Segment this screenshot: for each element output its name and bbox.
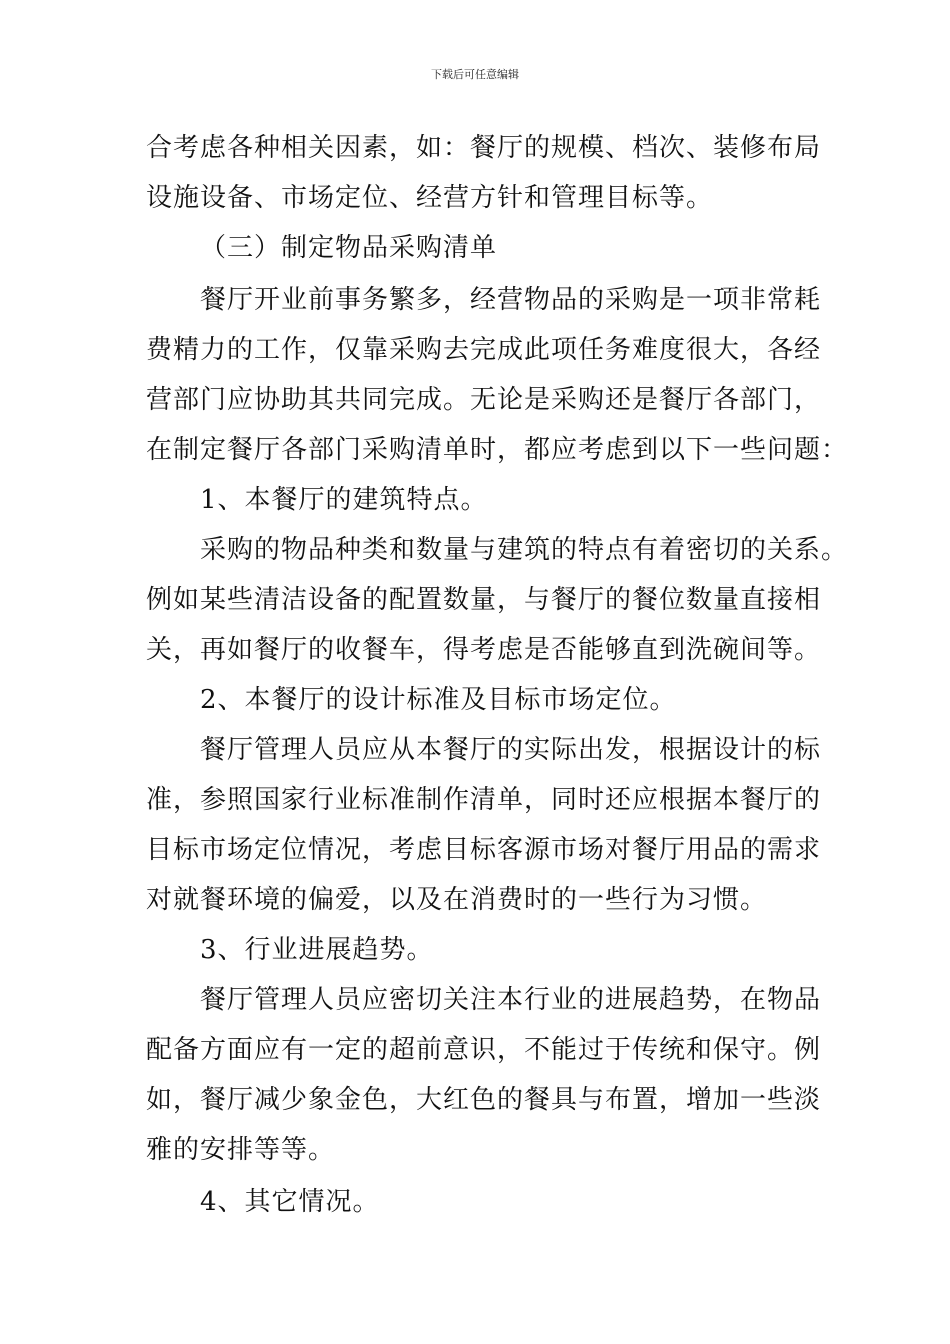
paragraph-line: 采购的物品种类和数量与建筑的特点有着密切的关系。 xyxy=(200,535,849,565)
list-item-heading: 2、本餐厅的设计标准及目标市场定位。 xyxy=(200,685,677,715)
paragraph-line: 餐厅开业前事务繁多，经营物品的采购是一项非常耗 xyxy=(200,285,822,315)
list-item-heading: 1、本餐厅的建筑特点。 xyxy=(200,485,488,515)
paragraph-line: 如，餐厅减少象金色，大红色的餐具与布置，增加一些淡 xyxy=(146,1085,822,1115)
section-heading: （三）制定物品采购清单 xyxy=(200,233,498,263)
paragraph-line: 餐厅管理人员应密切关注本行业的进展趋势，在物品 xyxy=(200,985,822,1015)
paragraph-line: 费精力的工作，仅靠采购去完成此项任务难度很大，各经 xyxy=(146,335,822,365)
paragraph-line: 营部门应协助其共同完成。无论是采购还是餐厅各部门， xyxy=(146,385,822,415)
paragraph-line: 配备方面应有一定的超前意识，不能过于传统和保守。例 xyxy=(146,1035,822,1065)
paragraph-line: 设施设备、市场定位、经营方针和管理目标等。 xyxy=(146,183,714,213)
paragraph-line: 准，参照国家行业标准制作清单，同时还应根据本餐厅的 xyxy=(146,785,822,815)
paragraph-line: 在制定餐厅各部门采购清单时，都应考虑到以下一些问题： xyxy=(146,435,849,465)
paragraph-line: 例如某些清洁设备的配置数量，与餐厅的餐位数量直接相 xyxy=(146,585,822,615)
list-item-heading: 3、行业进展趋势。 xyxy=(200,935,434,965)
paragraph-line: 关，再如餐厅的收餐车，得考虑是否能够直到洗碗间等。 xyxy=(146,635,822,665)
paragraph-line: 合考虑各种相关因素，如：餐厅的规模、档次、装修布局 xyxy=(146,133,822,163)
list-item-heading: 4、其它情况。 xyxy=(200,1187,380,1217)
paragraph-line: 对就餐环境的偏爱，以及在消费时的一些行为习惯。 xyxy=(146,885,768,915)
page-header: 下载后可任意编辑 xyxy=(431,68,519,81)
paragraph-line: 目标市场定位情况，考虑目标客源市场对餐厅用品的需求 xyxy=(146,835,822,865)
paragraph-line: 餐厅管理人员应从本餐厅的实际出发，根据设计的标 xyxy=(200,735,822,765)
paragraph-line: 雅的安排等等。 xyxy=(146,1135,336,1165)
